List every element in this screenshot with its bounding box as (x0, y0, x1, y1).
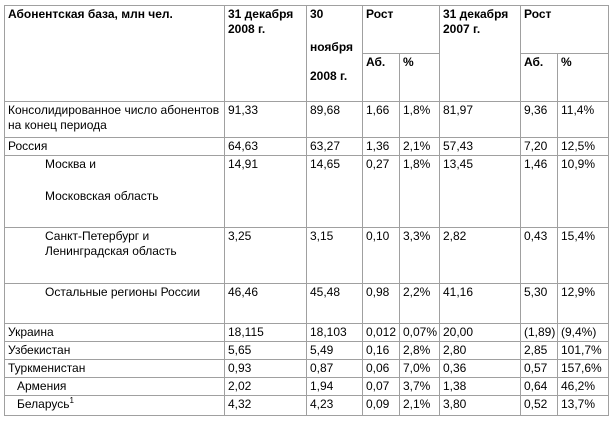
header-abs-2: Аб. (521, 54, 558, 102)
cell-pct-1: 2,8% (400, 342, 440, 360)
cell-abs-2: 1,46 (521, 156, 558, 228)
cell-dec2007: 57,43 (440, 138, 521, 156)
cell-dec2008: 3,25 (225, 228, 307, 284)
table-row (5, 378, 609, 396)
cell-dec2008: 4,32 (225, 396, 307, 416)
cell-abs-1: 0,98 (363, 284, 400, 324)
cell-dec2007: 20,00 (440, 324, 521, 342)
cell-dec2008: 14,91 (225, 156, 307, 228)
row-label: Узбекистан (5, 342, 225, 360)
cell-nov2008: 63,27 (307, 138, 363, 156)
cell-pct-1: 3,7% (400, 378, 440, 396)
header-nov2008-day: 30 (310, 7, 324, 21)
cell-dec2007: 2,82 (440, 228, 521, 284)
table-row (5, 102, 609, 138)
cell-pct-2: 157,6% (558, 360, 609, 378)
cell-abs-2: 7,20 (521, 138, 558, 156)
cell-abs-2: 5,30 (521, 284, 558, 324)
cell-abs-1: 0,16 (363, 342, 400, 360)
cell-abs-1: 0,27 (363, 156, 400, 228)
cell-abs-2: 9,36 (521, 102, 558, 138)
cell-dec2008: 2,02 (225, 378, 307, 396)
row-label-line-1: Москва и (45, 157, 97, 171)
cell-nov2008: 14,65 (307, 156, 363, 228)
row-label: Армения (5, 378, 225, 396)
cell-pct-2: 11,4% (558, 102, 609, 138)
cell-nov2008: 45,48 (307, 284, 363, 324)
cell-dec2008: 18,115 (225, 324, 307, 342)
cell-nov2008: 89,68 (307, 102, 363, 138)
row-label: Консолидированное число абонентов на конец периода (5, 102, 225, 138)
cell-dec2008: 91,33 (225, 102, 307, 138)
cell-pct-2: 46,2% (558, 378, 609, 396)
cell-dec2007: 0,36 (440, 360, 521, 378)
cell-pct-2: 12,5% (558, 138, 609, 156)
header-base: Абонентская база, млн чел. (5, 6, 225, 102)
cell-dec2007: 2,80 (440, 342, 521, 360)
cell-abs-1: 0,10 (363, 228, 400, 284)
header-nov2008-year: 2008 г. (310, 69, 348, 83)
cell-dec2007: 41,16 (440, 284, 521, 324)
cell-pct-2: 13,7% (558, 396, 609, 416)
cell-abs-1: 0,012 (363, 324, 400, 342)
cell-nov2008: 1,94 (307, 378, 363, 396)
cell-pct-2: 15,4% (558, 228, 609, 284)
cell-pct-1: 7,0% (400, 360, 440, 378)
header-row-1 (5, 6, 609, 54)
cell-dec2008: 5,65 (225, 342, 307, 360)
cell-pct-2: 12,9% (558, 284, 609, 324)
cell-pct-1: 1,8% (400, 102, 440, 138)
table-row (5, 360, 609, 378)
row-label (5, 396, 225, 416)
cell-abs-2: 2,85 (521, 342, 558, 360)
cell-abs-1: 0,07 (363, 378, 400, 396)
row-label-line-2: Московская область (45, 189, 159, 203)
cell-abs-1: 0,09 (363, 396, 400, 416)
table-row (5, 342, 609, 360)
header-nov2008-month: ноября (310, 40, 354, 54)
cell-abs-2: 0,64 (521, 378, 558, 396)
row-label (5, 156, 225, 228)
header-dec2007: 31 декабря 2007 г. (440, 6, 521, 102)
cell-nov2008: 5,49 (307, 342, 363, 360)
header-abs-1: Аб. (363, 54, 400, 102)
table-row (5, 396, 609, 416)
row-label-text: Беларусь (17, 397, 70, 411)
row-label: Украина (5, 324, 225, 342)
cell-abs-1: 1,66 (363, 102, 400, 138)
cell-dec2008: 0,93 (225, 360, 307, 378)
cell-pct-2: 101,7% (558, 342, 609, 360)
cell-dec2007: 81,97 (440, 102, 521, 138)
table-row (5, 138, 609, 156)
header-pct-1: % (400, 54, 440, 102)
cell-dec2008: 46,46 (225, 284, 307, 324)
row-label: Туркменистан (5, 360, 225, 378)
header-nov2008 (307, 6, 363, 102)
cell-abs-2: 0,52 (521, 396, 558, 416)
header-growth-2: Рост (521, 6, 609, 54)
cell-nov2008: 3,15 (307, 228, 363, 284)
table-row (5, 324, 609, 342)
cell-dec2007: 1,38 (440, 378, 521, 396)
cell-pct-1: 0,07% (400, 324, 440, 342)
cell-nov2008: 4,23 (307, 396, 363, 416)
cell-abs-1: 0,06 (363, 360, 400, 378)
header-pct-2: % (558, 54, 609, 102)
cell-dec2007: 3,80 (440, 396, 521, 416)
table-row (5, 156, 609, 228)
cell-abs-2: 0,57 (521, 360, 558, 378)
cell-pct-1: 3,3% (400, 228, 440, 284)
cell-abs-1: 1,36 (363, 138, 400, 156)
row-label: Санкт-Петербург и Ленинградская область (5, 228, 225, 284)
cell-nov2008: 0,87 (307, 360, 363, 378)
cell-pct-2: (9,4%) (558, 324, 609, 342)
table-row (5, 284, 609, 324)
cell-pct-1: 2,1% (400, 396, 440, 416)
cell-abs-2: (1,89) (521, 324, 558, 342)
cell-nov2008: 18,103 (307, 324, 363, 342)
footnote-marker: 1 (69, 396, 74, 405)
cell-dec2008: 64,63 (225, 138, 307, 156)
row-label: Остальные регионы России (5, 284, 225, 324)
cell-pct-1: 2,1% (400, 138, 440, 156)
cell-pct-2: 10,9% (558, 156, 609, 228)
header-dec2008: 31 декабря 2008 г. (225, 6, 307, 102)
table-row (5, 228, 609, 284)
row-label: Россия (5, 138, 225, 156)
cell-dec2007: 13,45 (440, 156, 521, 228)
cell-pct-1: 2,2% (400, 284, 440, 324)
cell-abs-2: 0,43 (521, 228, 558, 284)
header-growth-1: Рост (363, 6, 440, 54)
cell-pct-1: 1,8% (400, 156, 440, 228)
subscriber-table (4, 5, 609, 416)
